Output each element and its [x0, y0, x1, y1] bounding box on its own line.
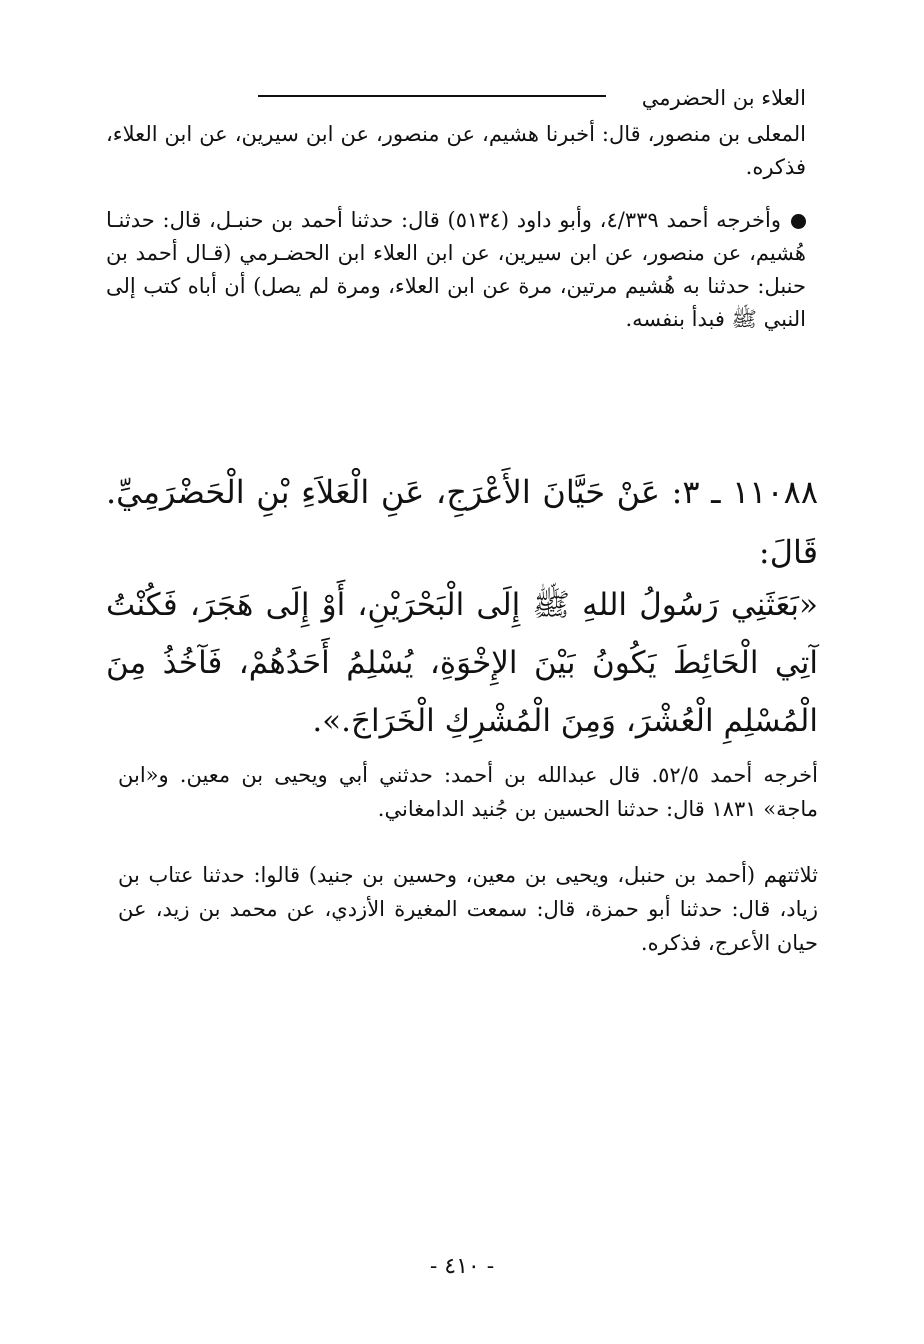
- page-number: - ٤١٠ -: [429, 1254, 495, 1279]
- paragraph-takhrij-text: وأخرجه أحمد ٤/٣٣٩، وأبو داود (٥١٣٤) قال: حدثنا أحمد بن حنبـل، قال: حدثنـا هُشيم، عن منصور، عن ابن سيرين، عن ابن العلاء ابن الحضـرمي (قـال أحمد بن حنبل: حدثنا به هُشيم مرتين، مرة عن ابن العلاء، ومرة لم يصل) أن أباه كتب إلى النبي ﷺ فبدأ بنفسه.: [106, 208, 806, 331]
- paragraph-sources: أخرجه أحمد ٥٢/٥. قال عبدالله بن أحمد: حدثني أبي ويحيى بن معين. و«ابن ماجة» ١٨٣١ قال: حدثنا الحسين بن جُنيد الدامغاني.: [118, 763, 818, 821]
- header-title: العلاء بن الحضرمي: [641, 86, 806, 110]
- paragraph-chain-continuation: المعلى بن منصور، قال: أخبرنا هشيم، عن منصور، عن ابن سيرين، عن ابن العلاء، فذكره.: [106, 122, 806, 179]
- hadith-heading: ١١٠٨٨ ـ ٣: عَنْ حَيَّانَ الأَعْرَجِ، عَنِ الْعَلاَءِ بْنِ الْحَضْرَمِيِّ. قَالَ:: [106, 473, 819, 571]
- paragraph-takhrij: [106, 204, 806, 336]
- bullet-icon: [791, 214, 806, 229]
- running-header: [258, 82, 806, 116]
- paragraph-chain: ثلاثتهم (أحمد بن حنبل، ويحيى بن معين، وحسين بن جنيد) قالوا: حدثنا عتاب بن زياد، قال: حدثنا أبو حمزة، قال: سمعت المغيرة الأزدي، عن محمد بن زيد، عن حيان الأعرج، فذكره.: [118, 863, 818, 955]
- hadith-text: «بَعَثَنِي رَسُولُ اللهِ ﷺ إِلَى الْبَحْرَيْنِ، أَوْ إِلَى هَجَرَ، فَكُنْتُ آتِي الْحَائِطَ يَكُونُ بَيْنَ الإِخْوَةِ، يُسْلِمُ أَحَدُهُمْ، فَآخُذُ مِنَ الْمُسْلِمِ الْعُشْرَ، وَمِنَ الْمُشْرِكِ الْخَرَاجَ.».: [106, 587, 818, 739]
- header-rule: [258, 95, 606, 97]
